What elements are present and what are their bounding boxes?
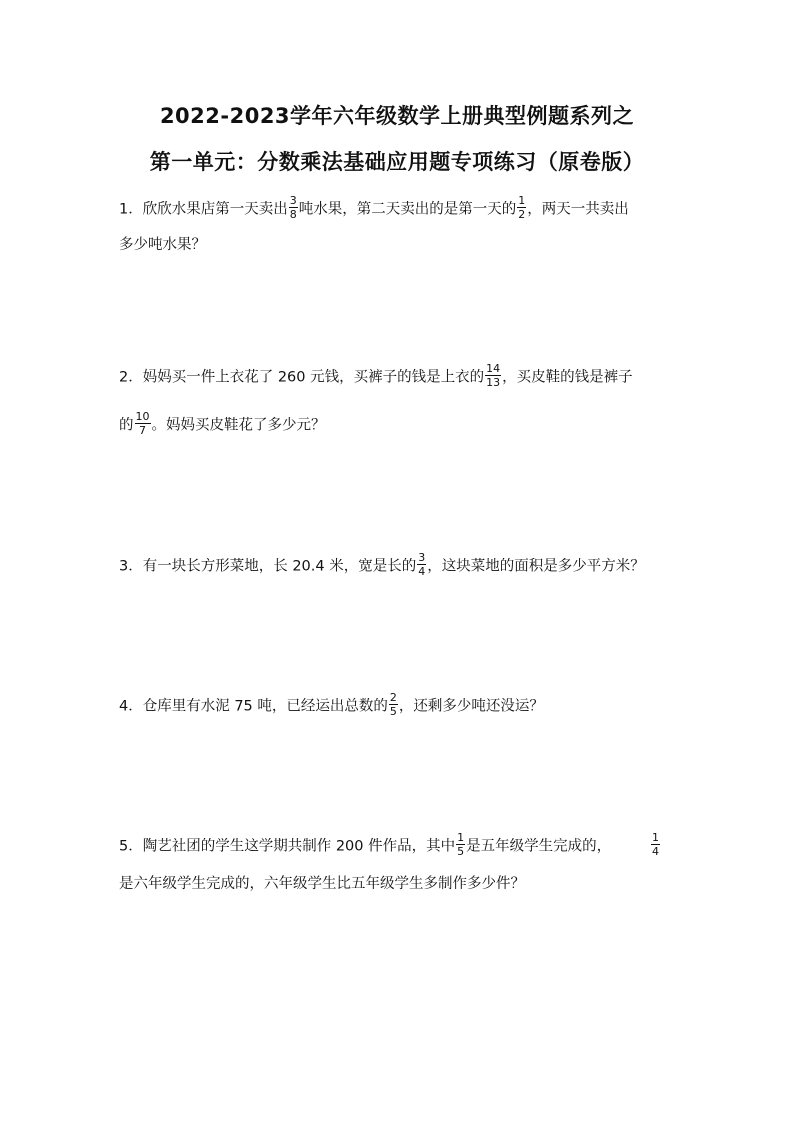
fraction-denominator: 8 (289, 208, 297, 221)
question-text: 4．仓库里有水泥 75 吨，已经运出总数的 (119, 698, 388, 715)
fraction-denominator: 13 (486, 376, 501, 389)
fraction (456, 831, 465, 858)
question-text: ，两天一共卖出 (527, 201, 629, 218)
fraction-numerator: 10 (135, 410, 150, 423)
fraction-denominator: 4 (418, 565, 426, 578)
question-1-line-2: 多少吨水果？ (119, 237, 206, 253)
fraction (417, 551, 426, 578)
fraction-denominator: 4 (652, 845, 659, 858)
question-5-trailing-fraction (650, 833, 661, 860)
fraction-numerator: 1 (652, 831, 659, 844)
question-2-line-2 (119, 412, 326, 439)
question-4-line-1 (119, 693, 544, 720)
fraction-numerator: 2 (389, 691, 397, 704)
document-title-line2: 第一单元：分数乘法基础应用题专项练习（原卷版） (149, 150, 645, 174)
fraction (517, 194, 526, 221)
question-text: 是五年级学生完成的， (466, 838, 612, 855)
fraction-denominator: 5 (389, 705, 397, 718)
fraction-denominator: 7 (139, 424, 146, 437)
question-3-line-1 (119, 553, 645, 580)
question-text: ，还剩多少吨还没运？ (398, 698, 544, 715)
fraction-numerator: 1 (457, 831, 465, 844)
question-text: 3．有一块长方形菜地，长 20.4 米，宽是长的 (119, 558, 417, 575)
question-5-line-2: 是六年级学生完成的，六年级学生比五年级学生多制作多少件？ (119, 876, 525, 892)
question-5-line-1 (119, 833, 611, 860)
fraction-denominator: 5 (457, 845, 465, 858)
question-text: ，买皮鞋的钱是裤子 (502, 369, 633, 386)
fraction-numerator: 1 (518, 194, 526, 207)
fraction-numerator: 3 (289, 194, 297, 207)
question-1-line-1 (119, 196, 629, 223)
question-2-line-1 (119, 364, 633, 391)
question-text: 的 (119, 417, 134, 434)
fraction (485, 362, 501, 389)
question-text: 2．妈妈买一件上衣花了 260 元钱，买裤子的钱是上衣的 (119, 369, 485, 386)
question-text: 。妈妈买皮鞋花了多少元？ (151, 417, 326, 434)
fraction (135, 410, 151, 437)
fraction (289, 194, 298, 221)
fraction-numerator: 14 (486, 362, 501, 375)
question-text: 5．陶艺社团的学生这学期共制作 200 件作品，其中 (119, 838, 456, 855)
fraction (389, 691, 398, 718)
fraction-denominator: 2 (518, 208, 526, 221)
question-text: 吨水果，第二天卖出的是第一天的 (298, 201, 517, 218)
fraction-numerator: 3 (418, 551, 426, 564)
question-text: 1．欣欣水果店第一天卖出 (119, 201, 288, 218)
document-title-line1: 2022-2023学年六年级数学上册典型例题系列之 (159, 104, 635, 128)
question-text: ，这块菜地的面积是多少平方米？ (427, 558, 645, 575)
fraction (651, 831, 660, 858)
